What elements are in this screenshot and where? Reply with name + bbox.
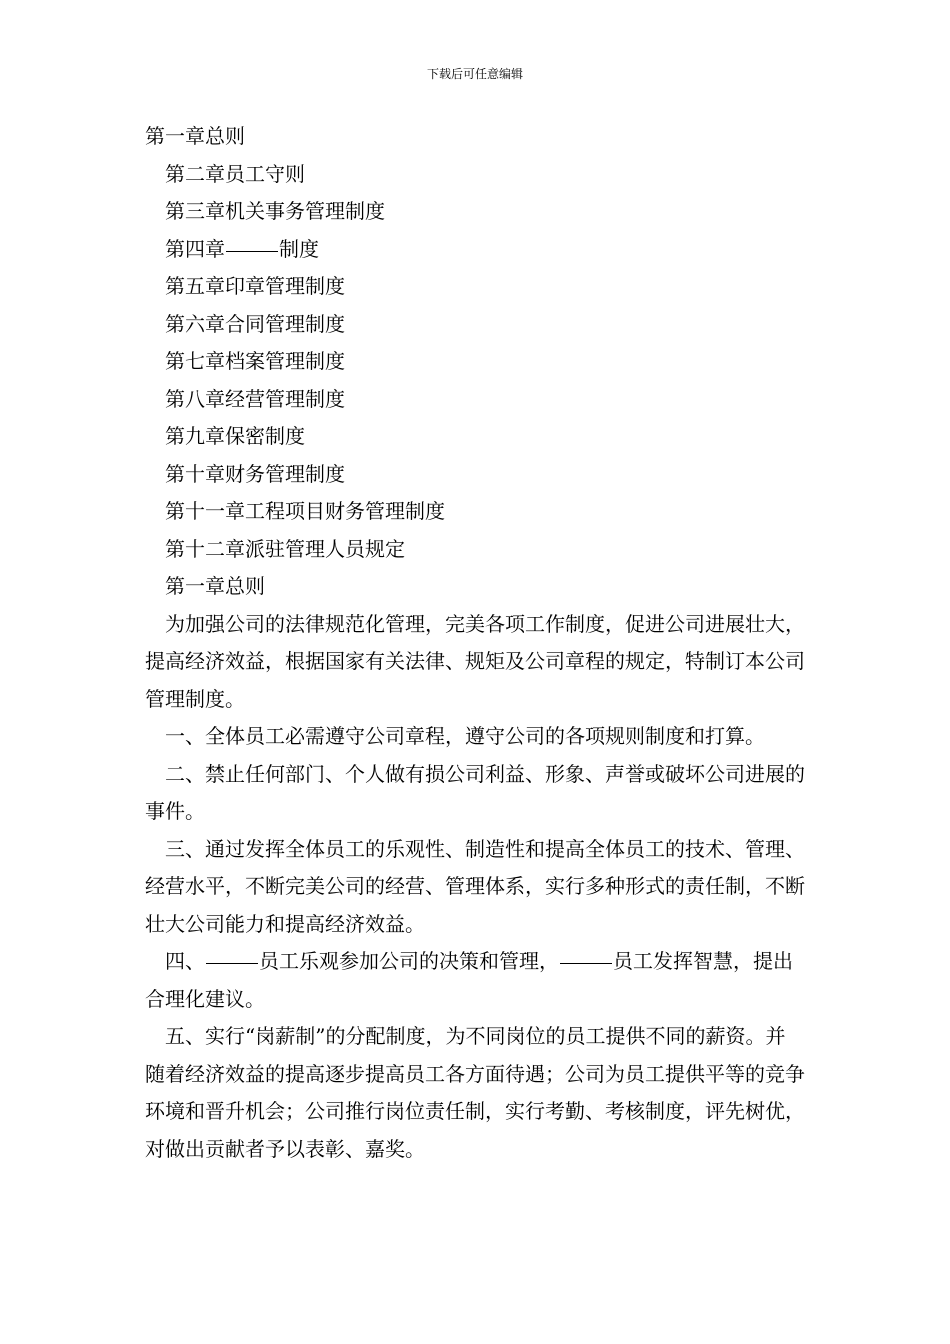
blank-underline xyxy=(226,251,278,252)
toc-item-chapter-11: 第十一章工程项目财务管理制度 xyxy=(165,499,445,523)
paragraph-3: 三、通过发挥全体员工的乐观性、制造性和提高全体员工的技术、管理、经营水平，不断完美公司的经营、管理体系，实行多种形式的责任制，不断壮大公司能力和提高经济效益。 xyxy=(145,836,805,936)
toc-item-chapter-7: 第七章档案管理制度 xyxy=(165,349,345,373)
toc-item-chapter-4-suffix: 制度 xyxy=(279,236,319,261)
paragraph-2: 二、禁止任何部门、个人做有损公司利益、形象、声誉或破坏公司进展的事件。 xyxy=(145,761,805,823)
paragraph-4-part-a: 四、 xyxy=(165,949,205,973)
paragraph-4-part-c: 员工发挥智慧，提出合理化建议。 xyxy=(145,949,793,1011)
header-note: 下载后可任意编辑 xyxy=(426,67,523,81)
paragraph-intro: 为加强公司的法律规范化管理，完美各项工作制度，促进公司进展壮大，提高经济效益，根据国家有关法律、规矩及公司章程的规定，特制订本公司管理制度。 xyxy=(145,611,805,711)
chapter-1-heading: 第一章总则 xyxy=(165,574,265,598)
toc-item-chapter-2: 第二章员工守则 xyxy=(165,161,305,186)
toc-item-chapter-1: 第一章总则 xyxy=(145,124,245,148)
document-body xyxy=(145,118,805,1168)
paragraph-1: 一、全体员工必需遵守公司章程，遵守公司的各项规则制度和打算。 xyxy=(165,724,765,748)
toc-item-chapter-8: 第八章经营管理制度 xyxy=(165,386,345,411)
toc-item-chapter-10: 第十章财务管理制度 xyxy=(165,461,345,486)
toc-item-chapter-12: 第十二章派驻管理人员规定 xyxy=(165,536,405,561)
toc-item-chapter-3: 第三章机关事务管理制度 xyxy=(165,199,385,223)
blank-underline xyxy=(560,963,612,964)
paragraph-4 xyxy=(145,943,805,1018)
toc-item-chapter-6: 第六章合同管理制度 xyxy=(165,311,345,336)
blank-underline xyxy=(206,963,258,964)
toc-item-chapter-9: 第九章保密制度 xyxy=(165,424,305,448)
toc-item-chapter-4 xyxy=(145,231,805,269)
toc-item-chapter-4-prefix: 第四章 xyxy=(165,236,225,261)
toc-item-chapter-5: 第五章印章管理制度 xyxy=(165,274,345,298)
paragraph-5: 五、实行“岗薪制”的分配制度，为不同岗位的员工提供不同的薪资。并随着经济效益的提高逐步提高员工各方面待遇；公司为员工提供平等的竞争环境和晋升机会；公司推行岗位责任制，实行考勤、考核制度，评先树优，对做出贡献者予以表彰、嘉奖。 xyxy=(145,1024,805,1161)
paragraph-4-part-b: 员工乐观参加公司的决策和管理， xyxy=(259,949,559,973)
